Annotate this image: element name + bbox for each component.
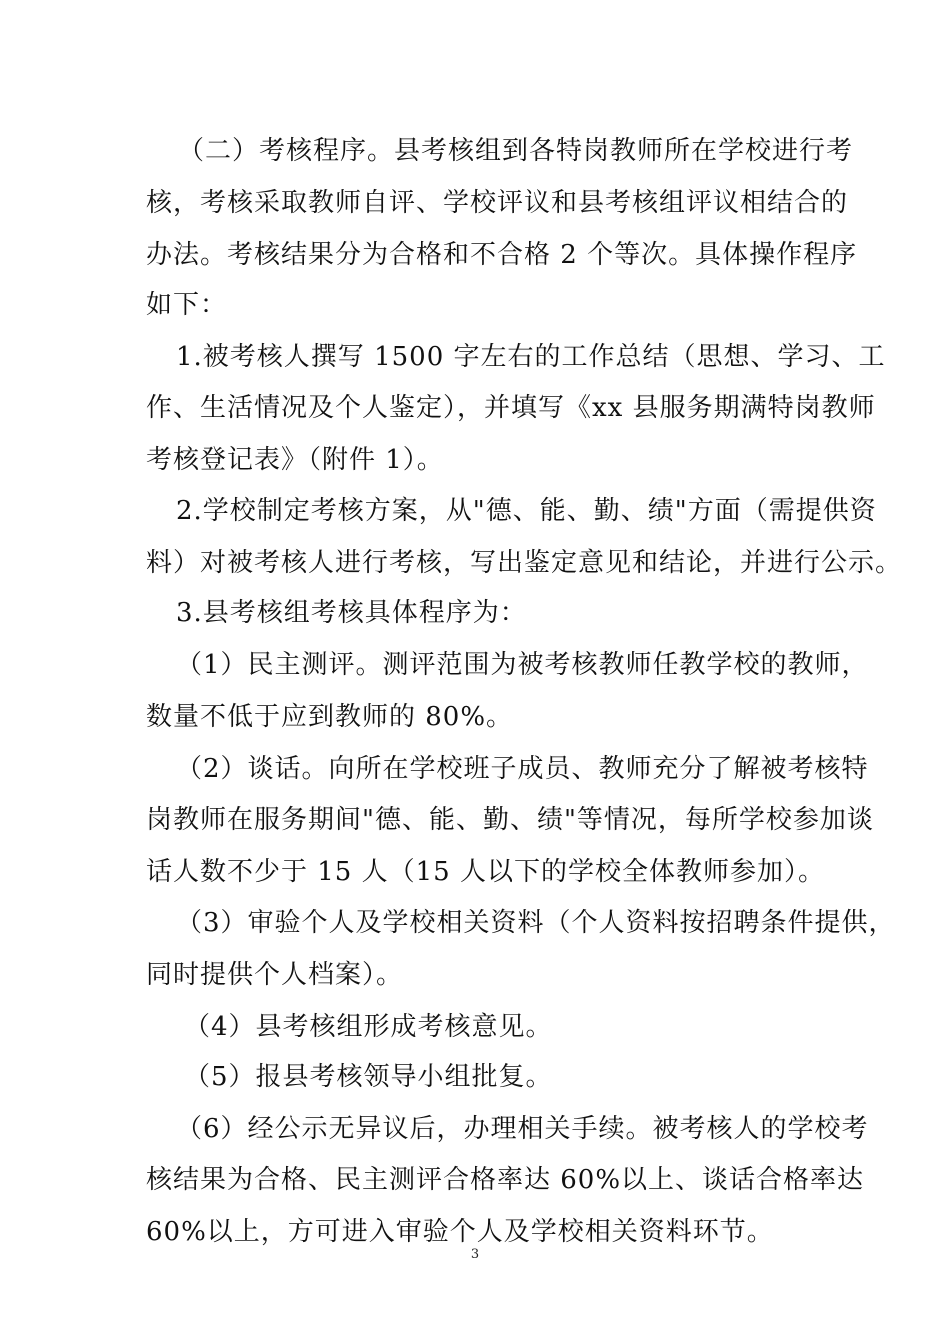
- paragraph-line-17: 同时提供个人档案）。: [146, 960, 404, 990]
- paragraph-line-3: 办法。考核结果分为合格和不合格 2 个等次。具体操作程序: [146, 240, 858, 270]
- paragraph-line-4: 如下：: [146, 290, 228, 320]
- paragraph-line-8: 2.学校制定考核方案，从"德、能、勤、绩"方面（需提供资: [176, 496, 877, 526]
- paragraph-line-16: （3）审验个人及学校相关资料（个人资料按招聘条件提供，: [176, 908, 896, 938]
- paragraph-line-10: 3.县考核组考核具体程序为：: [176, 598, 527, 628]
- paragraph-line-2: 核，考核采取教师自评、学校评议和县考核组评议相结合的: [146, 188, 849, 218]
- paragraph-line-9: 料）对被考核人进行考核，写出鉴定意见和结论，并进行公示。: [146, 548, 903, 578]
- paragraph-line-5: 1.被考核人撰写 1500 字左右的工作总结（思想、学习、工: [176, 342, 886, 372]
- paragraph-line-11: （1）民主测评。测评范围为被考核教师任教学校的教师，: [176, 650, 869, 680]
- paragraph-line-14: 岗教师在服务期间"德、能、勤、绩"等情况，每所学校参加谈: [146, 805, 874, 835]
- page-number: 3: [470, 1247, 480, 1262]
- paragraph-line-1: （二）考核程序。县考核组到各特岗教师所在学校进行考: [178, 136, 854, 166]
- paragraph-line-13: （2）谈话。向所在学校班子成员、教师充分了解被考核特: [176, 754, 869, 784]
- paragraph-line-20: （6）经公示无异议后，办理相关手续。被考核人的学校考: [176, 1114, 869, 1144]
- paragraph-line-15: 话人数不少于 15 人（15 人以下的学校全体教师参加）。: [146, 857, 825, 887]
- paragraph-line-22: 60%以上，方可进入审验个人及学校相关资料环节。: [146, 1217, 774, 1247]
- paragraph-line-21: 核结果为合格、民主测评合格率达 60%以上、谈话合格率达: [146, 1165, 865, 1195]
- paragraph-line-6: 作、生活情况及个人鉴定），并填写《xx 县服务期满特岗教师: [146, 393, 876, 423]
- paragraph-line-19: （5）报县考核领导小组批复。: [184, 1062, 553, 1092]
- paragraph-line-18: （4）县考核组形成考核意见。: [184, 1012, 553, 1042]
- paragraph-line-12: 数量不低于应到教师的 80%。: [146, 702, 514, 732]
- paragraph-line-7: 考核登记表》（附件 1）。: [146, 445, 444, 475]
